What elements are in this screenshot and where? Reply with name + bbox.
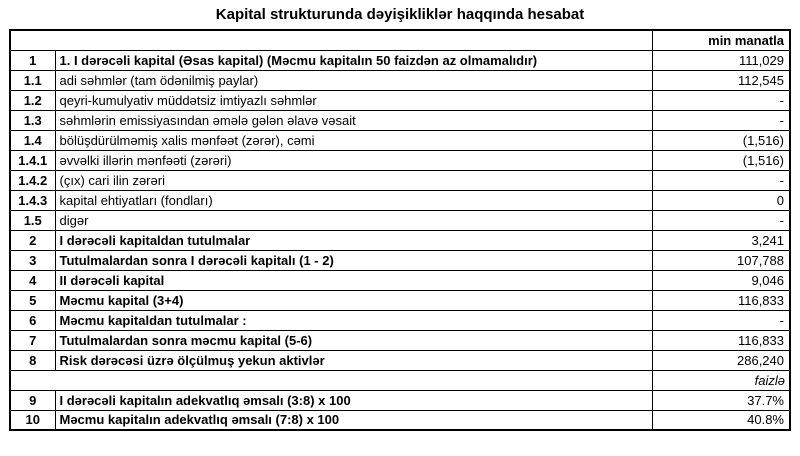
row-value: (1,516) bbox=[652, 150, 790, 170]
row-value: - bbox=[652, 170, 790, 190]
row-value: - bbox=[652, 110, 790, 130]
report-title: Kapital strukturunda dəyişikliklər haqqında hesabat bbox=[215, 6, 585, 23]
row-label: kapital ehtiyatları (fondları) bbox=[55, 190, 652, 210]
row-label: (çıx) cari ilin zərəri bbox=[55, 170, 652, 190]
table-row bbox=[10, 390, 790, 410]
row-number: 8 bbox=[10, 350, 55, 370]
capital-structure-table bbox=[9, 29, 791, 431]
table-row bbox=[10, 70, 790, 90]
row-value: 3,241 bbox=[652, 230, 790, 250]
row-label: Risk dərəcəsi üzrə ölçülmuş yekun aktivlər bbox=[55, 350, 652, 370]
unit-header-label: min manatla bbox=[652, 30, 790, 50]
table-row bbox=[10, 230, 790, 250]
row-label: Məcmu kapitaldan tutulmalar : bbox=[55, 310, 652, 330]
row-value: 0 bbox=[652, 190, 790, 210]
table-row bbox=[10, 290, 790, 310]
table-row bbox=[10, 350, 790, 370]
row-value: 116,833 bbox=[652, 330, 790, 350]
row-value: 116,833 bbox=[652, 290, 790, 310]
row-number: 1.1 bbox=[10, 70, 55, 90]
table-row bbox=[10, 50, 790, 70]
row-value: 37.7% bbox=[652, 390, 790, 410]
row-label: bölüşdürülməmiş xalis mənfəət (zərər), cəmi bbox=[55, 130, 652, 150]
row-number: 1.4.3 bbox=[10, 190, 55, 210]
row-label: qeyri-kumulyativ müddətsiz imtiyazlı səhmlər bbox=[55, 90, 652, 110]
row-label: II dərəcəli kapital bbox=[55, 270, 652, 290]
row-label: digər bbox=[55, 210, 652, 230]
table-row bbox=[10, 170, 790, 190]
percent-header-label: faizlə bbox=[652, 370, 790, 390]
table-row bbox=[10, 250, 790, 270]
table-row bbox=[10, 110, 790, 130]
row-label: Məcmu kapitalın adekvatlıq əmsalı (7:8) x 100 bbox=[55, 410, 652, 430]
row-label: Tutulmalardan sonra I dərəcəli kapitalı (1 - 2) bbox=[55, 250, 652, 270]
row-number: 1 bbox=[10, 50, 55, 70]
percent-header-row bbox=[10, 370, 790, 390]
table-row bbox=[10, 190, 790, 210]
row-number: 4 bbox=[10, 270, 55, 290]
row-number: 1.5 bbox=[10, 210, 55, 230]
table-row bbox=[10, 150, 790, 170]
row-number: 1.4.1 bbox=[10, 150, 55, 170]
row-label: I dərəcəli kapitaldan tutulmalar bbox=[55, 230, 652, 250]
row-value: 286,240 bbox=[652, 350, 790, 370]
empty-percent-cell bbox=[10, 370, 652, 390]
row-label: əvvəlki illərin mənfəəti (zərəri) bbox=[55, 150, 652, 170]
table-row bbox=[10, 90, 790, 110]
row-value: - bbox=[652, 90, 790, 110]
empty-header-cell bbox=[10, 30, 652, 50]
row-number: 10 bbox=[10, 410, 55, 430]
row-label: Məcmu kapital (3+4) bbox=[55, 290, 652, 310]
row-value: 40.8% bbox=[652, 410, 790, 430]
row-label: Tutulmalardan sonra məcmu kapital (5-6) bbox=[55, 330, 652, 350]
row-number: 5 bbox=[10, 290, 55, 310]
row-number: 2 bbox=[10, 230, 55, 250]
row-number: 3 bbox=[10, 250, 55, 270]
row-value: 111,029 bbox=[652, 50, 790, 70]
table-row bbox=[10, 330, 790, 350]
row-value: 9,046 bbox=[652, 270, 790, 290]
table-row bbox=[10, 210, 790, 230]
row-label: I dərəcəli kapitalın adekvatlıq əmsalı (3:8) x 100 bbox=[55, 390, 652, 410]
row-value: 112,545 bbox=[652, 70, 790, 90]
row-label: 1. I dərəcəli kapital (Əsas kapital) (Məcmu kapitalın 50 faizdən az olmamalıdır) bbox=[55, 50, 652, 70]
table-row bbox=[10, 130, 790, 150]
row-value: - bbox=[652, 310, 790, 330]
row-number: 7 bbox=[10, 330, 55, 350]
unit-header-row bbox=[10, 30, 790, 50]
row-value: 107,788 bbox=[652, 250, 790, 270]
row-number: 6 bbox=[10, 310, 55, 330]
row-number: 9 bbox=[10, 390, 55, 410]
row-label: səhmlərin emissiyasından əmələ gələn əlavə vəsait bbox=[55, 110, 652, 130]
row-value: - bbox=[652, 210, 790, 230]
row-number: 1.2 bbox=[10, 90, 55, 110]
row-number: 1.4 bbox=[10, 130, 55, 150]
table-row bbox=[10, 410, 790, 430]
table-row bbox=[10, 310, 790, 330]
row-value: (1,516) bbox=[652, 130, 790, 150]
table-row bbox=[10, 270, 790, 290]
row-number: 1.3 bbox=[10, 110, 55, 130]
row-number: 1.4.2 bbox=[10, 170, 55, 190]
row-label: adi səhmlər (tam ödənilmiş paylar) bbox=[55, 70, 652, 90]
